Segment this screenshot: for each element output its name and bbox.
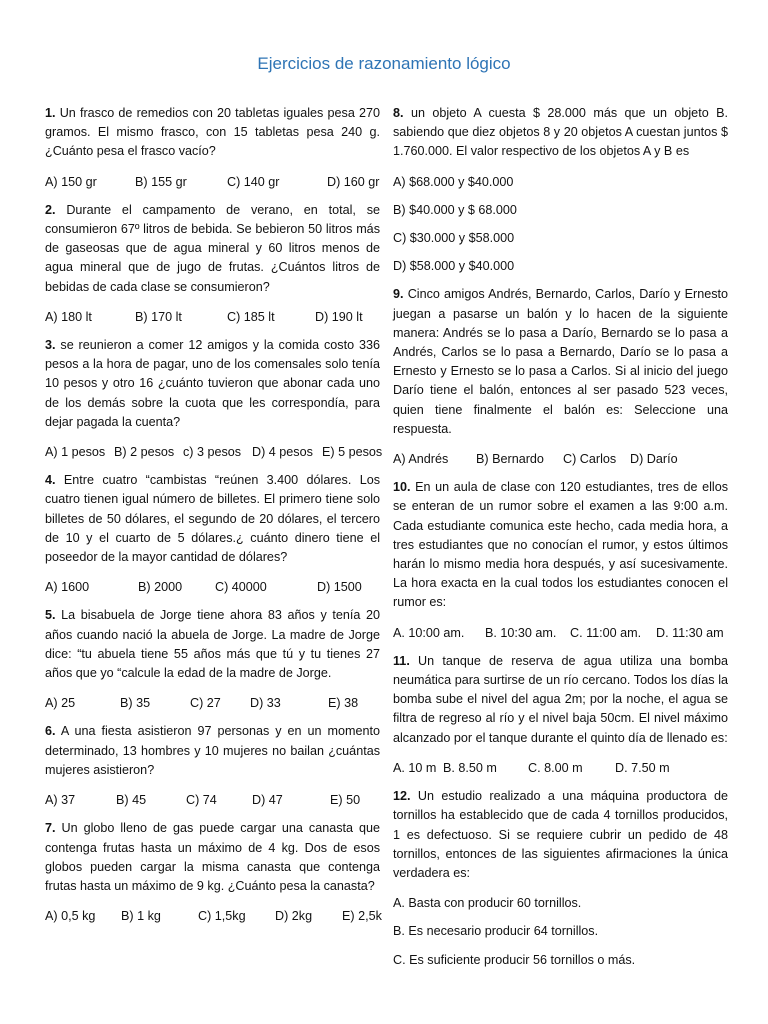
- option: A) 1 pesos: [45, 445, 106, 460]
- question-number: 7.: [45, 821, 56, 836]
- question-11: [393, 652, 728, 778]
- option: C) 27: [190, 696, 221, 711]
- option: D) 2kg: [275, 909, 313, 924]
- question-1: [45, 104, 380, 192]
- option: A) $68.000 y $40.000: [393, 174, 514, 189]
- question-8: [393, 104, 728, 276]
- option: C) $30.000 y $58.000: [393, 231, 515, 246]
- option: D) $58.000 y $40.000: [393, 259, 515, 274]
- option: B) 170 lt: [135, 309, 182, 324]
- option: A) 0,5 kg: [45, 909, 96, 924]
- answer-options: [45, 907, 380, 926]
- question-text: Un frasco de remedios con 20 tabletas iguales pesa 270 gramos. El mismo frasco, con 15 tabletas pesa 240 g. ¿Cuánto pesa el frasco vacío?: [45, 106, 381, 159]
- option: D) 47: [252, 793, 283, 808]
- question-7: [45, 819, 380, 926]
- question-number: 12.: [393, 789, 411, 804]
- answer-options: [45, 694, 380, 713]
- option: A. 10:00 am.: [393, 625, 465, 640]
- option: C) 74: [186, 793, 217, 808]
- question-number: 3.: [45, 338, 56, 353]
- question-text: Cinco amigos Andrés, Bernardo, Carlos, Darío y Ernesto juegan a pasarse un balón y lo hacen de la siguiente manera: Andrés se lo pasa a Darío, Bernardo se lo pasa a Andrés, Carlos se lo pasa a Bernardo, Darío se lo pasa a Ernesto y Ernesto se lo pasa a Carlos. Si al inicio del juego Darío tiene el balón, entonces al ser pasado 523 veces, quien tiene finalmente el balón es: Seleccione una respuesta.: [393, 287, 729, 436]
- question-text: Entre cuatro “cambistas “reúnen 3.400 dólares. Los cuatro tienen igual número de billetes. El primero tiene solo billetes de 50 dólares, el segundo de 20 dólares, el tercero de 10 y el cuarto de 5 dólares.¿ cuánto dinero tiene el poseedor de la mayor cantidad de dólares?: [45, 473, 381, 565]
- option: D. 7.50 m: [615, 760, 670, 775]
- option: C) 185 lt: [227, 309, 275, 324]
- question-number: 11.: [393, 653, 410, 668]
- option: A) 150 gr: [45, 174, 97, 189]
- option: E) 2,5k: [342, 909, 382, 924]
- question-4: [45, 471, 380, 597]
- option: D) Darío: [630, 452, 678, 467]
- option: D) 1500: [317, 580, 362, 595]
- option: C) 1,5kg: [198, 909, 246, 924]
- option: B) 155 gr: [135, 174, 187, 189]
- question-text: un objeto A cuesta $ 28.000 más que un objeto B. sabiendo que diez objetos 8 y 20 objetos A cuestan juntos $ 1.760.000. El valor respectivo de los objetos A y B es: [393, 106, 729, 159]
- option: C. 8.00 m: [528, 760, 583, 775]
- question-text: se reunieron a comer 12 amigos y la comida costo 336 pesos a la hora de pagar, uno de los comensales solo tenía 10 pesos y otro 16 ¿cuánto tuvieron que abonar cada uno de los demás sobre la cuota que les correspondía, para dejar pagada la cuenta?: [45, 338, 380, 429]
- answer-options: [393, 624, 728, 643]
- option: C. 11:00 am.: [570, 625, 642, 640]
- option: C) 40000: [215, 580, 267, 595]
- option: C. Es suficiente producir 56 tornillos o más.: [393, 952, 636, 967]
- answer-options: [393, 759, 728, 778]
- option: D) 4 pesos: [252, 445, 313, 460]
- option: D) 160 gr: [327, 174, 380, 189]
- option: B. Es necesario producir 64 tornillos.: [393, 924, 599, 939]
- option: A) 37: [45, 793, 76, 808]
- option: B) 45: [116, 793, 147, 808]
- option: E) 50: [330, 793, 361, 808]
- right-column: [393, 104, 728, 979]
- option: B) 1 kg: [121, 909, 161, 924]
- option: B) 2 pesos: [114, 445, 175, 460]
- option: C) 140 gr: [227, 174, 280, 189]
- answer-options: [45, 308, 380, 327]
- left-column: [45, 104, 383, 935]
- question-text: Un tanque de reserva de agua utiliza una bomba neumática para surtirse de un río cercano. Todos los días la bomba sube el nivel del agua 2m; por la noche, el agua se filtra de regreso al río y el nivel baja 50cm. El nivel máximo alcanzado por el tanque durante el quinto día de llenado es:: [393, 653, 728, 745]
- option: C) Carlos: [563, 452, 617, 467]
- option: D) 190 lt: [315, 309, 363, 324]
- option: E) 5 pesos: [322, 445, 383, 460]
- option: A) 180 lt: [45, 309, 92, 324]
- option: D. 11:30 am: [656, 625, 724, 640]
- option: B. 10:30 am.: [485, 625, 557, 640]
- option: D) 33: [250, 696, 281, 711]
- answer-options: [45, 578, 380, 597]
- question-text: La bisabuela de Jorge tiene ahora 83 años y tenía 20 años cuando nació la abuela de Jorge. La madre de Jorge dice: “tu abuela tiene 55 años más que tú y tu tienes 27 años que yo “calcule la edad de la madre de Jorge.: [45, 608, 381, 681]
- option: c) 3 pesos: [183, 445, 242, 460]
- answer-options: [45, 443, 383, 462]
- question-5: [45, 606, 380, 713]
- question-6: [45, 722, 380, 810]
- question-number: 4.: [45, 473, 56, 488]
- option: B) 35: [120, 696, 151, 711]
- answer-options: [45, 173, 380, 192]
- question-9: [393, 285, 728, 469]
- option: B) 2000: [138, 580, 183, 595]
- question-3: [45, 336, 383, 462]
- question-text: A una fiesta asistieron 97 personas y en un momento determinado, 13 hombres y 10 mujeres no bailan ¿cuántas mujeres asistieron?: [45, 724, 380, 777]
- question-text: En un aula de clase con 120 estudiantes, tres de ellos se enteran de un rumor sobre el examen a las 9:00 a.m. Cada estudiante comunica este hecho, cada media hora, a tres estudiantes que no conocían el rumor, y estos últimos harán lo mismo media hora después, y así sucesivamente. La hora exacta en la cual todos los estudiantes conocen el rumor es:: [393, 480, 729, 610]
- option: B) $40.000 y $ 68.000: [393, 202, 517, 217]
- answer-options: [45, 791, 380, 810]
- question-number: 10.: [393, 480, 411, 495]
- question-text: Durante el campamento de verano, en total, se consumieron 67º litros de bebida. Se bebieron 50 litros más de gaseosas que de agua mineral y 60 litros menos de agua mineral que de jugo de frutas. ¿Cuántos litros de bebidas de cada clase se consumieron?: [45, 202, 381, 294]
- option: E) 38: [328, 696, 359, 711]
- option: A) 1600: [45, 580, 90, 595]
- option: B. 8.50 m: [443, 760, 497, 775]
- question-text: Un estudio realizado a una máquina productora de tornillos ha establecido que de cada 4 tornillos producidos, 1 es defectuoso. Si se requiere cubrir un pedido de 48 tornillos, entonces de las siguientes afirmaciones la única verdadera es:: [393, 789, 728, 880]
- option: A. Basta con producir 60 tornillos.: [393, 896, 582, 911]
- option: A) Andrés: [393, 452, 449, 467]
- question-number: 1.: [45, 106, 56, 120]
- question-number: 5.: [45, 608, 56, 623]
- question-number: 6.: [45, 724, 56, 739]
- option: A. 10 m: [393, 760, 437, 775]
- question-number: 9.: [393, 287, 404, 302]
- question-number: 8.: [393, 106, 404, 120]
- question-number: 2.: [45, 202, 56, 217]
- option: A) 25: [45, 696, 76, 711]
- question-2: [45, 201, 380, 327]
- page-title: Ejercicios de razonamiento lógico: [257, 54, 511, 73]
- answer-options: [393, 450, 728, 469]
- question-12: [393, 787, 728, 970]
- option: B) Bernardo: [476, 452, 544, 467]
- question-text: Un globo lleno de gas puede cargar una canasta que contenga frutas hasta un máximo de 4 kg. Dos de esos globos pueden cargar la misma canasta que contenga frutas hasta un máximo de 9 kg. ¿Cuánto pesa la canasta?: [45, 821, 380, 893]
- question-10: [393, 478, 728, 643]
